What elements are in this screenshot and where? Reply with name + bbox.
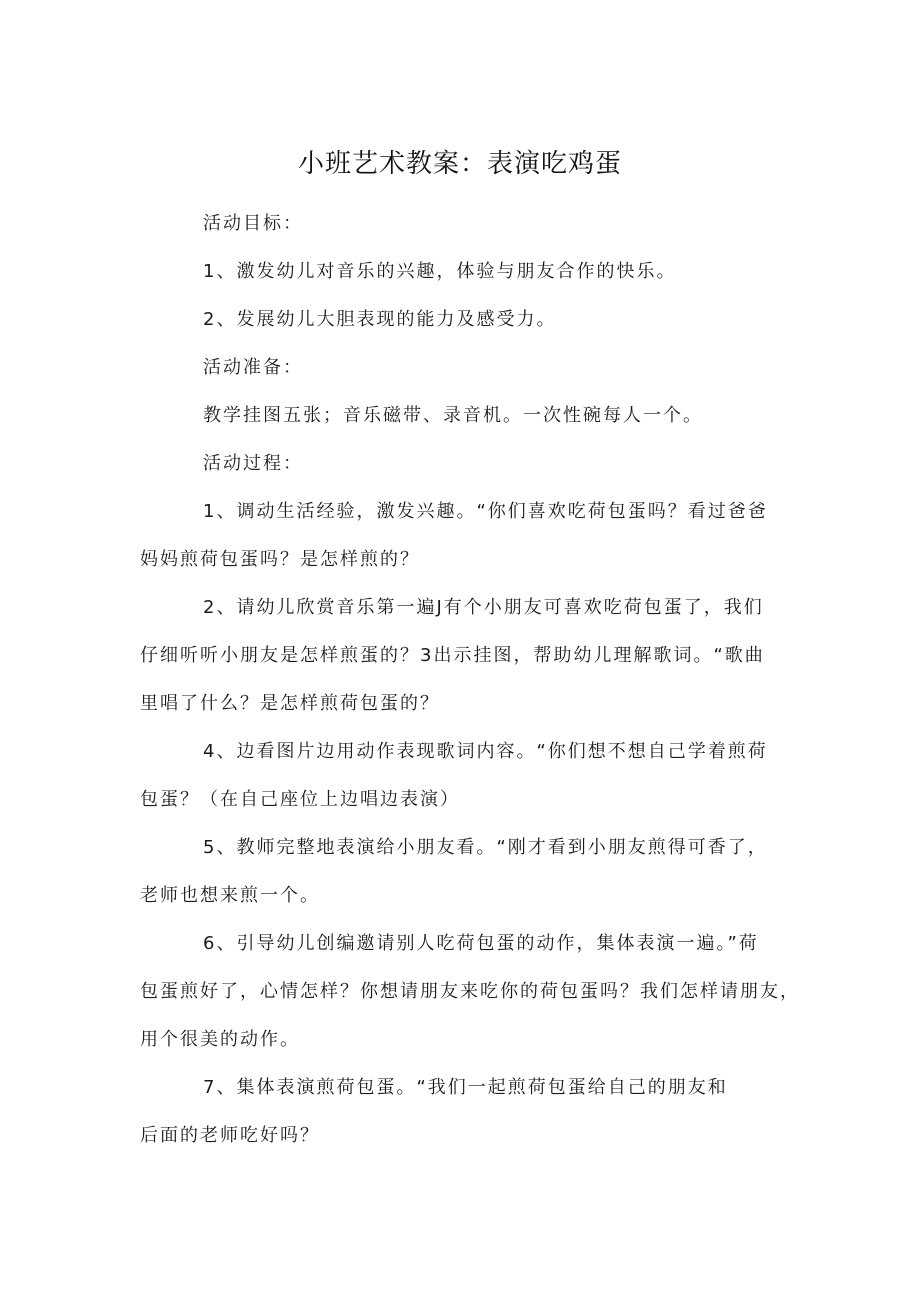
paragraph-line: 教学挂图五张；音乐磁带、录音机。一次性碗每人一个。 xyxy=(203,405,703,426)
objective-item-1 xyxy=(140,248,790,296)
process-step-4 xyxy=(140,728,790,824)
paragraph-line: 2、发展幼儿大胆表现的能力及感受力。 xyxy=(203,309,557,330)
paragraph-line: 6、引导幼儿创编邀请别人吃荷包蛋的动作，集体表演一遍。”荷 xyxy=(203,933,759,954)
objective-item-2 xyxy=(140,296,790,344)
paragraph-line: 包蛋煎好了，心情怎样？你想请朋友来吃你的荷包蛋吗？我们怎样请朋友， xyxy=(140,981,800,1002)
process-step-5 xyxy=(140,824,790,920)
paragraph-line: 里唱了什么？是怎样煎荷包蛋的？ xyxy=(140,693,440,714)
paragraph-line: 7、集体表演煎荷包蛋。“我们一起煎荷包蛋给自己的朋友和 xyxy=(203,1077,728,1098)
preparation-text xyxy=(140,392,790,440)
paragraph-line: 后面的老师吃好吗？ xyxy=(140,1125,320,1146)
paragraph-line: 1、调动生活经验，激发兴趣。“你们喜欢吃荷包蛋吗？看过爸爸 xyxy=(203,501,768,522)
paragraph-line: 1、激发幼儿对音乐的兴趣，体验与朋友合作的快乐。 xyxy=(203,261,677,282)
paragraph-line: 5、教师完整地表演给小朋友看。“刚才看到小朋友煎得可香了， xyxy=(203,837,768,858)
process-step-7 xyxy=(140,1064,790,1160)
section-heading-objectives xyxy=(140,200,790,248)
section-heading-preparation xyxy=(140,344,790,392)
document-body xyxy=(140,200,800,1160)
paragraph-line: 活动目标： xyxy=(203,213,303,234)
process-step-6 xyxy=(140,920,800,1064)
paragraph-line: 活动过程： xyxy=(203,453,303,474)
paragraph-line: 妈妈煎荷包蛋吗？是怎样煎的？ xyxy=(140,549,420,570)
paragraph-line: 2、请幼儿欣赏音乐第一遍J有个小朋友可喜欢吃荷包蛋了，我们 xyxy=(203,597,764,618)
process-step-1 xyxy=(140,488,790,584)
section-heading-process xyxy=(140,440,790,488)
paragraph-line: 仔细听听小朋友是怎样煎蛋的？3出示挂图，帮助幼儿理解歌词。“歌曲 xyxy=(140,645,765,666)
paragraph-line: 用个很美的动作。 xyxy=(140,1029,300,1050)
process-step-2 xyxy=(140,584,790,728)
paragraph-line: 活动准备： xyxy=(203,357,303,378)
document-title: 小班艺术教案：表演吃鸡蛋 xyxy=(297,149,622,179)
paragraph-line: 老师也想来煎一个。 xyxy=(140,885,320,906)
paragraph-line: 4、边看图片边用动作表现歌词内容。“你们想不想自己学着煎荷 xyxy=(203,741,768,762)
paragraph-line: 包蛋？（在自己座位上边唱边表演） xyxy=(140,789,460,810)
